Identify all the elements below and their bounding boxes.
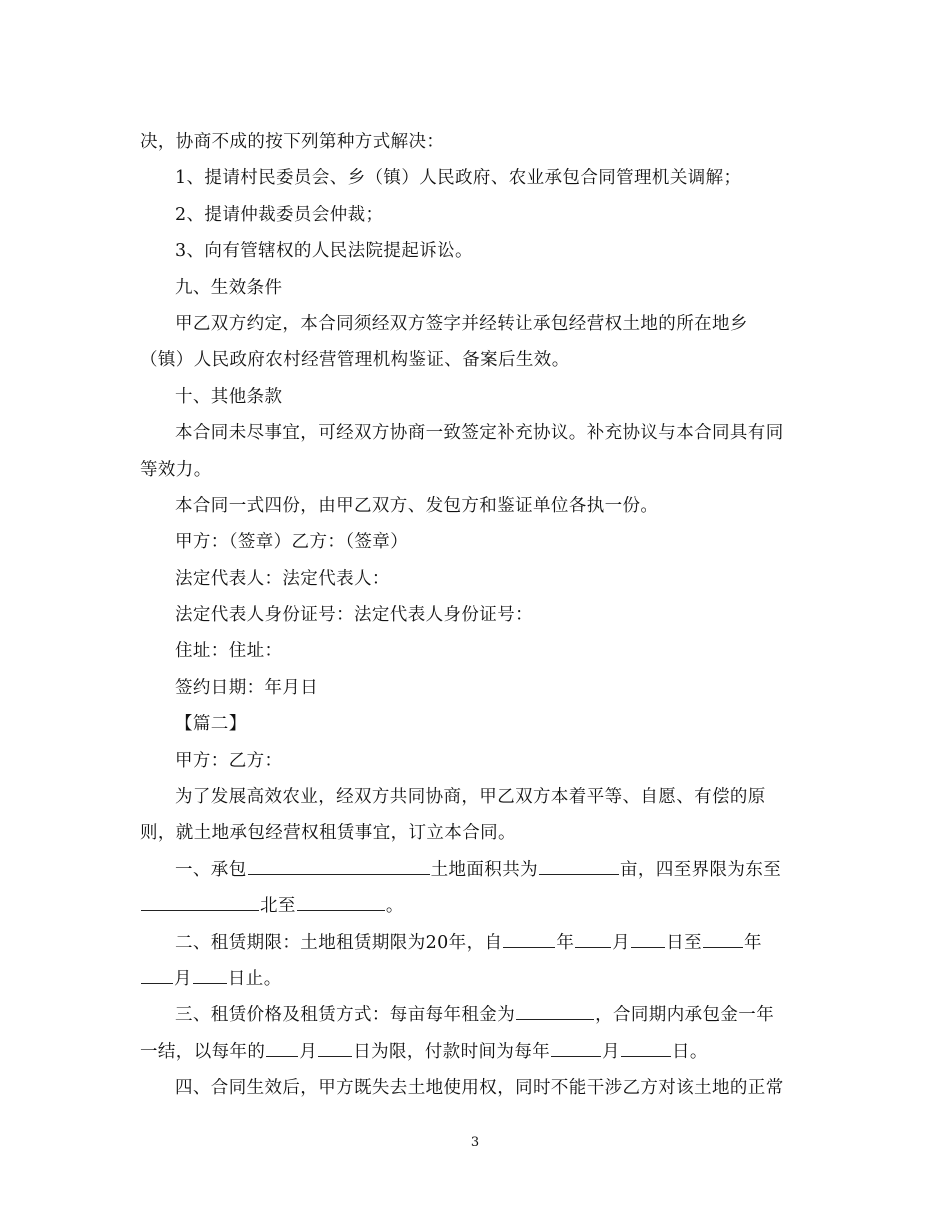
fill-blank bbox=[551, 1042, 601, 1057]
text-run: 月 bbox=[612, 932, 631, 953]
fill-blank bbox=[516, 1005, 594, 1020]
document-body bbox=[140, 124, 812, 1107]
fill-blank bbox=[193, 969, 227, 984]
text-run: 北至 bbox=[260, 896, 296, 917]
text-run: 土地面积共为 bbox=[430, 859, 539, 880]
paragraph-line: 等效力。 bbox=[140, 459, 212, 480]
signature-line: 法定代表人：法定代表人： bbox=[175, 568, 390, 589]
paragraph-line: 决，协商不成的按下列第种方式解决： bbox=[140, 132, 445, 152]
paragraph-line: 1、提请村民委员会、乡（镇）人民政府、农业承包合同管理机关调解； bbox=[175, 168, 742, 189]
fill-blank bbox=[575, 933, 611, 948]
signature-line: 签约日期：年月日 bbox=[175, 677, 319, 698]
text-run: 一、承包 bbox=[175, 859, 247, 880]
paragraph-line: 3、向有管辖权的人民法院提起诉讼。 bbox=[175, 241, 473, 262]
signature-line: 住址：住址： bbox=[175, 641, 283, 662]
page-number: 3 bbox=[470, 1135, 480, 1150]
paragraph-line: 为了发展高效农业，经双方共同协商，甲乙双方本着平等、自愿、有偿的原 bbox=[175, 787, 766, 808]
paragraph-line: 2、提请仲裁委员会仲裁； bbox=[175, 204, 384, 225]
paragraph-line: 本合同未尽事宜，可经双方协商一致签定补充协议。补充协议与本合同具有同 bbox=[175, 423, 784, 444]
form-line bbox=[140, 997, 812, 1033]
fill-blank bbox=[539, 860, 619, 875]
form-line bbox=[140, 961, 812, 997]
text-run: 三、租赁价格及租赁方式：每亩每年租金为 bbox=[175, 1005, 516, 1026]
text-run: 月 bbox=[299, 1041, 318, 1062]
fill-blank bbox=[631, 933, 665, 948]
section-heading: 九、生效条件 bbox=[175, 277, 283, 298]
text-run: ，合同期内承包金一年 bbox=[595, 1005, 775, 1026]
fill-blank bbox=[503, 933, 555, 948]
fill-blank bbox=[703, 933, 743, 948]
paragraph-line: 甲方：乙方： bbox=[175, 750, 283, 771]
text-run: 月 bbox=[174, 968, 192, 989]
paragraph-line: 四、合同生效后，甲方既失去土地使用权，同时不能干涉乙方对该土地的正常 bbox=[175, 1078, 784, 1099]
form-line bbox=[140, 1034, 812, 1070]
text-run: 亩，四至界限为东至 bbox=[620, 859, 782, 880]
form-line bbox=[140, 852, 812, 888]
text-run: 。 bbox=[385, 896, 404, 917]
section-heading: 【篇二】 bbox=[175, 714, 247, 735]
fill-blank bbox=[141, 969, 173, 984]
text-run: 日止。 bbox=[227, 968, 282, 989]
fill-blank bbox=[266, 1042, 298, 1057]
text-run: 月 bbox=[602, 1041, 621, 1062]
fill-blank bbox=[297, 896, 385, 911]
paragraph-line: 则，就土地承包经营权租赁事宜，订立本合同。 bbox=[140, 823, 516, 844]
text-run: 日至 bbox=[666, 932, 702, 953]
section-heading: 十、其他条款 bbox=[175, 386, 283, 407]
text-run: 一结，以每年的 bbox=[140, 1041, 266, 1062]
form-line bbox=[140, 925, 812, 961]
fill-blank bbox=[248, 860, 430, 875]
paragraph-line: 甲乙双方约定，本合同须经双方签字并经转让承包经营权土地的所在地乡 bbox=[175, 313, 748, 334]
paragraph-line: （镇）人民政府农村经营管理机构鉴证、备案后生效。 bbox=[140, 350, 570, 371]
text-run: 年 bbox=[744, 932, 762, 953]
text-run: 年 bbox=[556, 932, 575, 953]
fill-blank bbox=[141, 896, 259, 911]
text-run: 日为限，付款时间为每年 bbox=[353, 1041, 551, 1062]
form-line bbox=[140, 888, 812, 924]
fill-blank bbox=[318, 1042, 352, 1057]
fill-blank bbox=[621, 1042, 671, 1057]
text-run: 二、租赁期限：土地租赁期限为20年，自 bbox=[175, 932, 503, 953]
text-run: 日。 bbox=[672, 1041, 708, 1062]
signature-line: 法定代表人身份证号：法定代表人身份证号： bbox=[175, 605, 533, 626]
paragraph-line: 本合同一式四份，由甲乙双方、发包方和鉴证单位各执一份。 bbox=[175, 495, 659, 516]
signature-line: 甲方：（签章）乙方：（签章） bbox=[175, 532, 409, 553]
